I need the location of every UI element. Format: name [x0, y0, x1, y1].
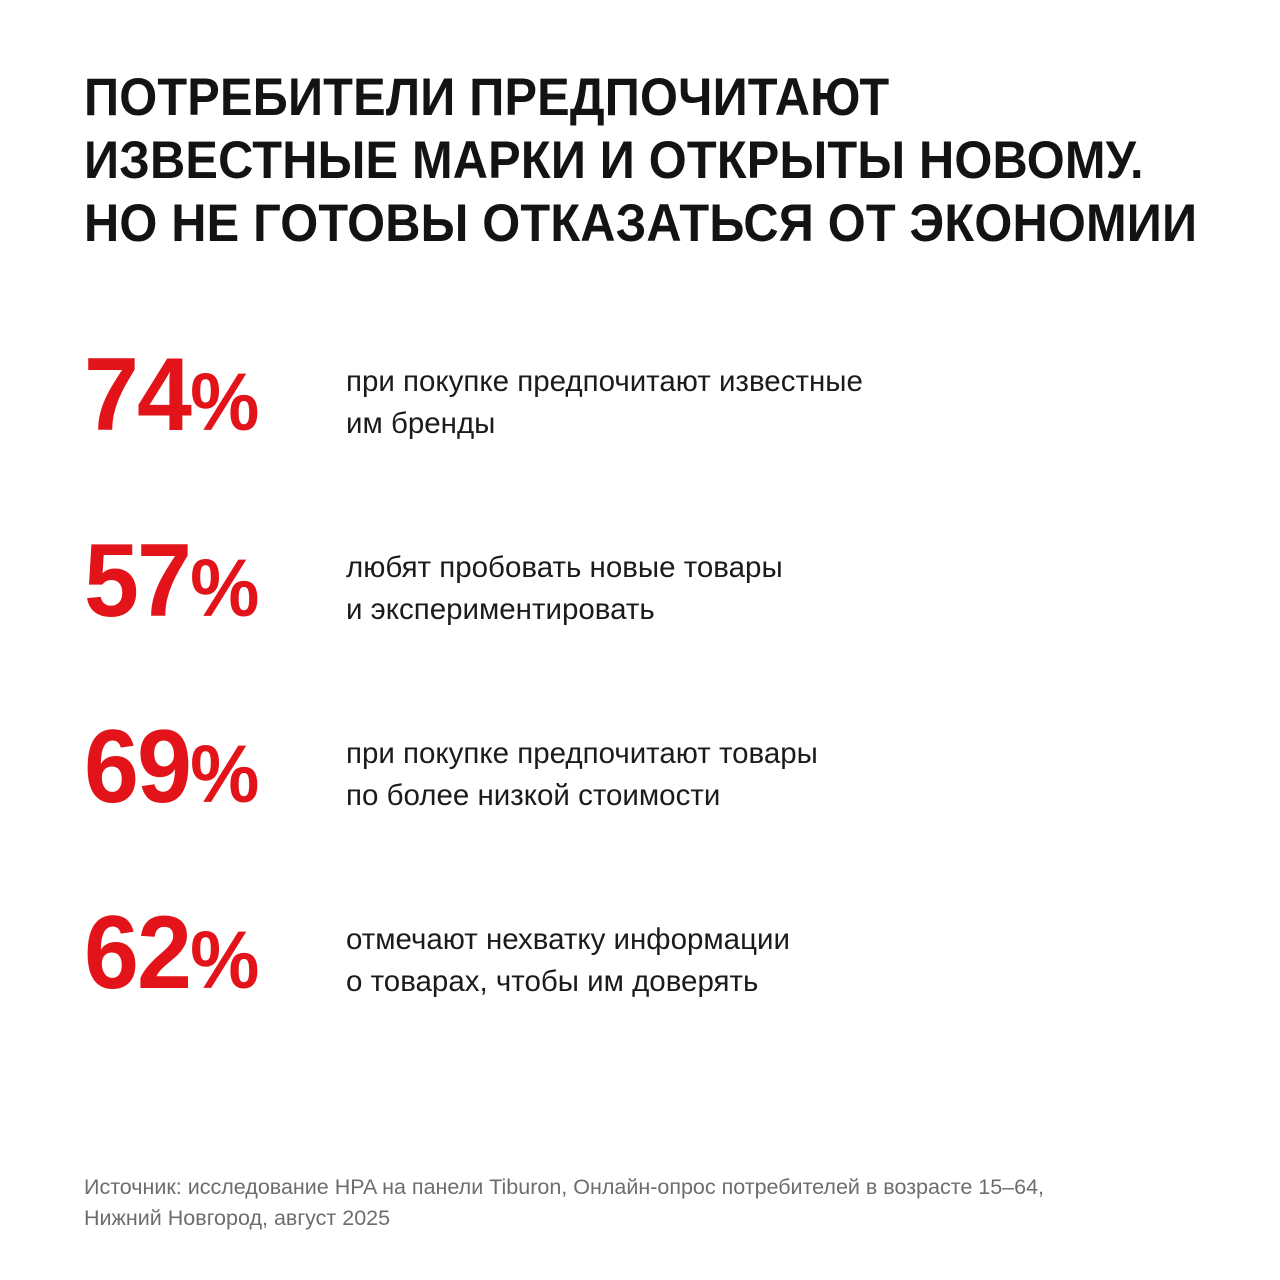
stat-description — [346, 899, 1066, 1003]
stat-description-line-2: и экспериментировать — [346, 593, 655, 627]
percent-sign: % — [190, 915, 259, 1007]
title-line-3: НО НЕ ГОТОВЫ ОТКАЗАТЬСЯ ОТ ЭКОНОМИИ — [84, 194, 1198, 254]
stat-description-line-1: любят пробовать новые товары — [346, 551, 783, 585]
stat-description — [346, 341, 1066, 445]
stat-item — [84, 895, 1200, 1085]
stat-description-line-2: по более низкой стоимости — [346, 779, 721, 813]
stat-description-line-1: отмечают нехватку информации — [346, 923, 790, 957]
stat-description — [346, 713, 1066, 817]
source-line-1: Источник: исследование HPA на панели Tiburon, Онлайн-опрос потребителей в возрасте 15–64, — [84, 1174, 1045, 1199]
stat-number: 74 — [84, 337, 191, 454]
title-line-1: ПОТРЕБИТЕЛИ ПРЕДПОЧИТАЮТ — [84, 68, 890, 127]
percent-sign: % — [190, 729, 259, 821]
stat-value — [84, 709, 333, 826]
stat-item — [84, 709, 1200, 899]
stat-description-line-1: при покупке предпочитают известные — [346, 365, 863, 399]
stat-list — [84, 337, 1200, 1085]
percent-sign: % — [190, 357, 259, 449]
title-line-2: ИЗВЕСТНЫЕ МАРКИ И ОТКРЫТЫ НОВОМУ. — [84, 131, 1144, 191]
percent-sign: % — [190, 543, 259, 635]
stat-description-line-2: о товарах, чтобы им доверять — [346, 965, 759, 999]
stat-item — [84, 523, 1200, 713]
stat-number: 69 — [84, 709, 191, 826]
stat-description — [346, 527, 1066, 631]
source-line-2: Нижний Новгород, август 2025 — [84, 1205, 391, 1230]
stat-description-line-2: им бренды — [346, 407, 496, 441]
stat-number: 57 — [84, 523, 191, 640]
stat-number: 62 — [84, 895, 191, 1012]
page-title — [84, 66, 1200, 255]
stat-value — [84, 895, 333, 1012]
stat-value — [84, 337, 333, 454]
stat-value — [84, 523, 333, 640]
stat-description-line-1: при покупке предпочитают товары — [346, 737, 818, 771]
source-note — [84, 1172, 1210, 1234]
stat-item — [84, 337, 1200, 527]
